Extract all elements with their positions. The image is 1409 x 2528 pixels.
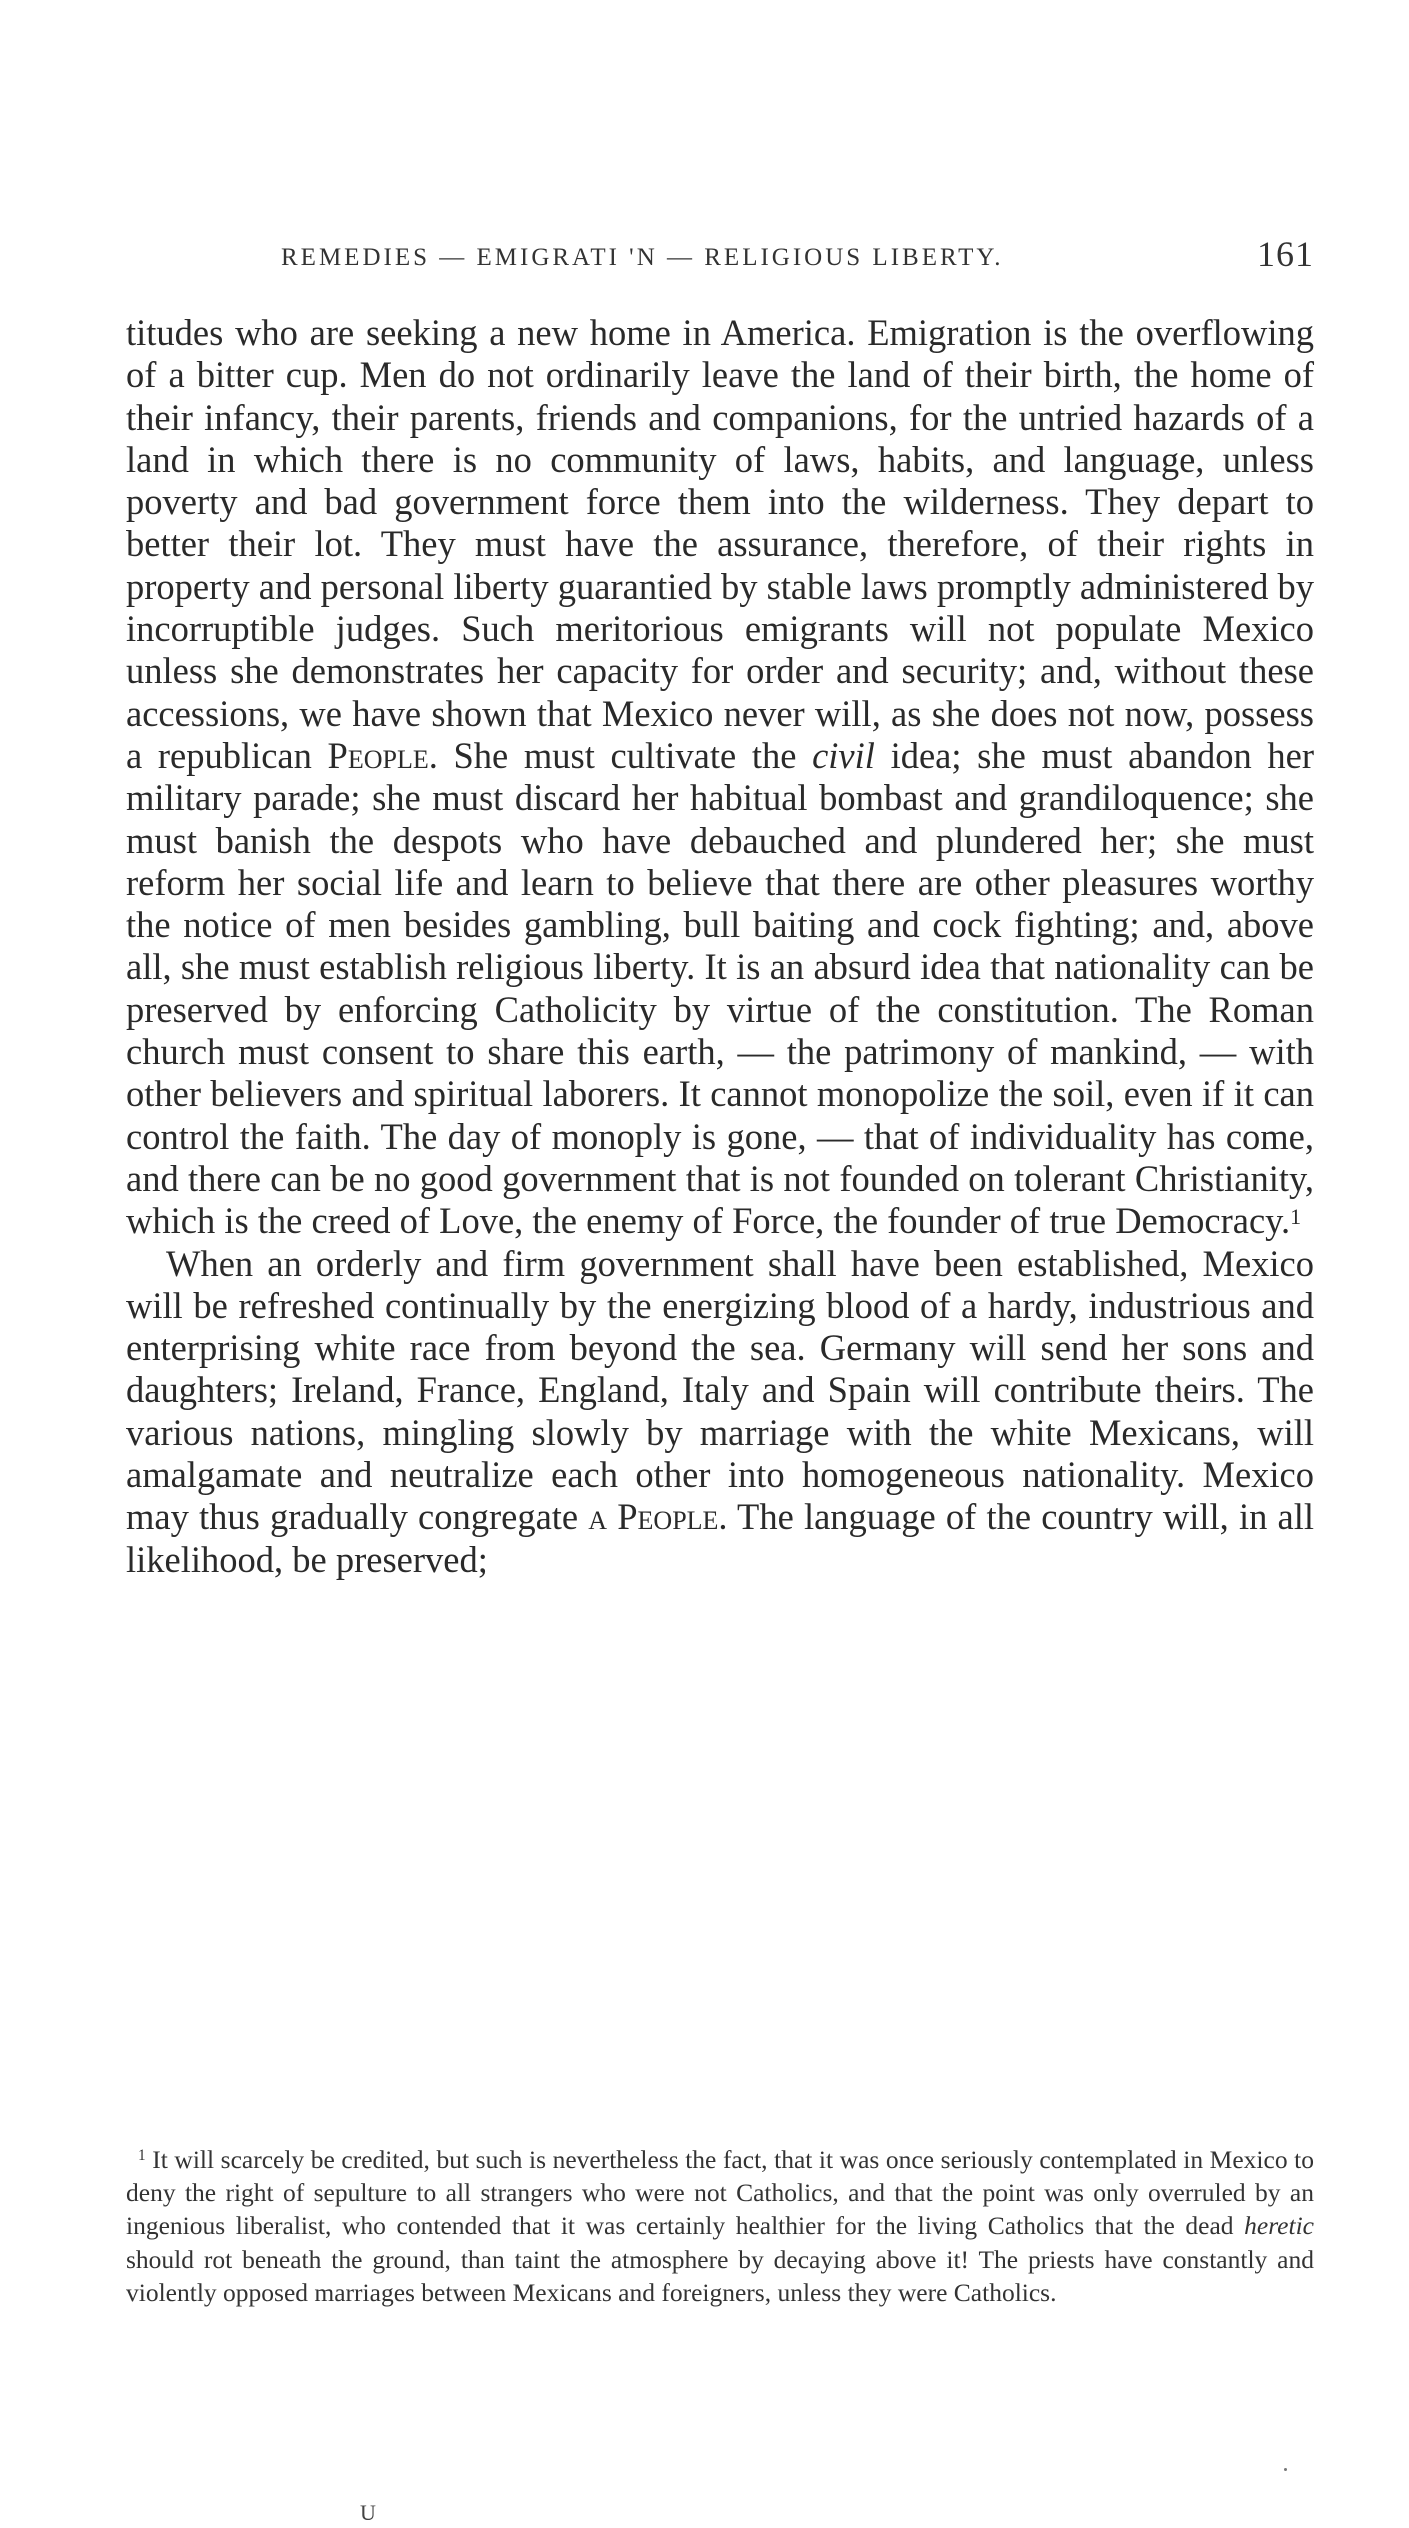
paragraph-1-text-c: idea; she must abandon her military parade; she must discard her habitual bombast and grandiloquence; she must banish the despots who have debauched and plundered her; she must reform her social life and learn to believe that there are other pleasures worthy the notice of men besides gambling, bull baiting and cock fighting; and, above all, she must establish religious liberty. It is an absurd idea that nationality can be preserved by enforcing Catholicity by virtue of the constitution. The Roman church must consent to share this earth, — the patrimony of mankind, — with other believers and spiritual laborers. It cannot monopolize the soil, even if it can control the faith. The day of monoply is gone, — that of individuality has come, and there can be no good government that is not founded on tolerant Christianity, which is the creed of Love, the enemy of Force, the founder of true Democracy.	[126, 734, 1314, 1242]
footnote-text-b: should rot beneath the ground, than taint the atmosphere by decaying above it! The priests have constantly and violently opposed marriages between Mexicans and foreigners, unless they were Catholics.	[126, 2244, 1314, 2307]
page-number: 161	[1257, 234, 1314, 274]
paragraph-1	[126, 312, 1314, 1243]
footnote-heretic-italic: heretic	[1244, 2211, 1314, 2241]
paragraph-1-people-smallcaps: People	[327, 734, 429, 776]
paragraph-2-text-b: . The language of the country will, in all likelihood, be preserved;	[126, 1496, 1314, 1580]
paragraph-2	[126, 1243, 1314, 1581]
body-text	[126, 312, 1314, 1581]
paragraph-2-a-people-smallcaps: a People	[588, 1496, 719, 1538]
paragraph-2-text-a: When an orderly and firm government shall have been established, Mexico will be refreshed continually by the energizing blood of a hardy, industrious and enterprising white race from beyond the sea. Germany will send her sons and daughters; Ireland, France, England, Italy and Spain will contribute theirs. The various nations, mingling slowly by marriage with the white Mexicans, will amalgamate and neutralize each other into homogeneous nationality. Mexico may thus gradually congregate	[126, 1242, 1314, 1538]
running-head	[126, 234, 1314, 278]
paragraph-1-text-a: titudes who are seeking a new home in America. Emigration is the overflowing of a bitter cup. Men do not ordinarily leave the land of their birth, the home of their infancy, their parents, friends and companions, for the untried hazards of a land in which there is no community of laws, habits, and language, unless poverty and bad government force them into the wilderness. They depart to better their lot. They must have the assurance, therefore, of their rights in property and personal liberty guarantied by stable laws promptly administered by incorruptible judges. Such meritorious emigrants will not populate Mexico unless she demonstrates her capacity for order and security; and, without these accessions, we have shown that Mexico never will, as she does not now, possess a republican	[126, 312, 1314, 776]
footnote	[126, 2143, 1314, 2309]
printer-mark-dot	[1284, 2468, 1287, 2471]
paragraph-1-civil-italic: civil	[812, 734, 875, 776]
running-head-title: REMEDIES — EMIGRATI 'N — RELIGIOUS LIBERTY.	[281, 244, 1004, 271]
footnote-paragraph	[126, 2143, 1314, 2309]
signature-mark: U	[360, 2500, 376, 2525]
footnote-reference: 1	[1290, 1204, 1302, 1230]
footnote-marker: 1	[138, 2147, 146, 2164]
footnote-text-a: It will scarcely be credited, but such is nevertheless the fact, that it was once seriously contemplated in Mexico to deny the right of sepulture to all strangers who were not Catholics, and that the point was only overruled by an ingenious liberalist, who contended that it was certainly healthier for the living Catholics that the dead	[126, 2145, 1314, 2241]
paragraph-1-text-b: . She must cultivate the	[428, 734, 813, 776]
